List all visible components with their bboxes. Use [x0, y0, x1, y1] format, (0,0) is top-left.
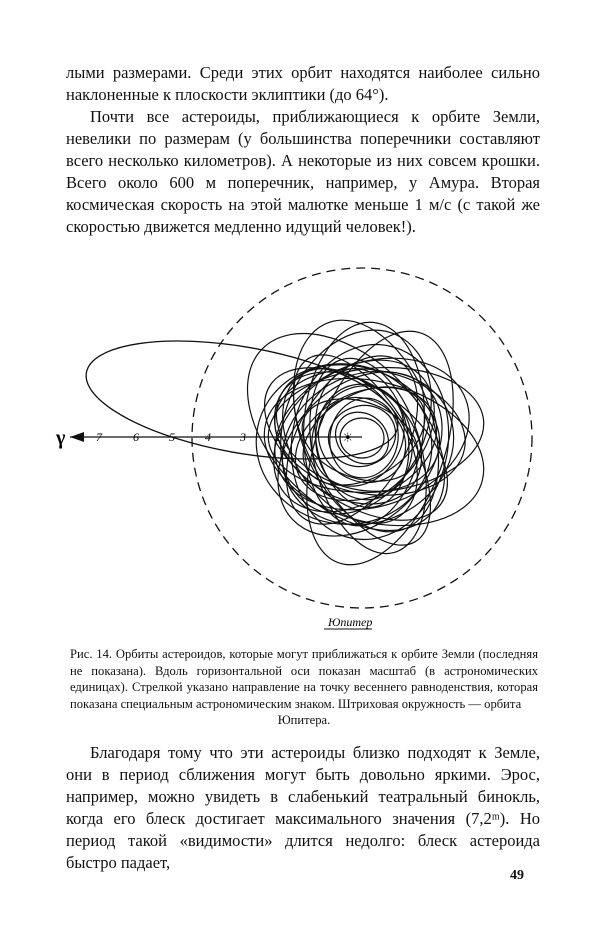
- asteroid-orbit: [252, 305, 460, 538]
- jupiter-label: Юпитер: [328, 615, 373, 629]
- scale-label-4: 4: [205, 430, 211, 444]
- scale-label-2: 2: [275, 430, 281, 444]
- orbit-diagram: [40, 250, 560, 650]
- figure-caption: [70, 646, 538, 729]
- paragraph-1: лыми размерами. Среди этих орбит находятся наиболее сильно наклоненные к плоскости эклиптики (до 64°).: [66, 63, 540, 104]
- scale-label-6: 6: [133, 430, 139, 444]
- paragraph-2: Почти все астероиды, приближающиеся к орбите Земли, невелики по размерам (у большинства поперечники составляют всего несколько километров). А некоторые из них совсем крошки. Всего около 600 м поперечник, например, у Амура. Вторая космическая скорость на этой малютке меньше 1 м/с (с такой же скоростью движется медленно идущий человек!).: [66, 107, 540, 236]
- page-number: 49: [510, 868, 524, 883]
- scale-label-7: 7: [96, 430, 102, 444]
- scale-label-5: 5: [169, 430, 175, 444]
- vernal-equinox-symbol: γ: [56, 427, 66, 449]
- asteroid-orbits-group: [210, 296, 500, 584]
- paragraph-3: Благодаря тому что эти астероиды близко подходят к Земле, они в период сближения могут быть довольно яркими. Эрос, например, можно увидеть в слабенький театральный бинокль, когда его блеск достигает максимального значения (7,2ᵐ). Но период такой «видимости» длится недолго: блеск астероида быстро падает,: [66, 743, 540, 872]
- sun-symbol: ☀: [342, 430, 354, 445]
- caption-end: Юпитера.: [277, 713, 331, 727]
- vernal-arrow: [70, 432, 84, 442]
- scale-label-3: 3: [240, 430, 246, 444]
- caption-text: Рис. 14. Орбиты астероидов, которые могут приближаться к орбите Земли (последняя не показана). Вдоль горизонтальной оси показан масштаб (в астрономических единицах). Стрелкой указано направление на точку весеннего равноденствия, которая показана специальным астрономическим знаком. Штриховая окружность — орбита: [70, 647, 538, 711]
- asteroid-orbits-figure: [40, 250, 560, 650]
